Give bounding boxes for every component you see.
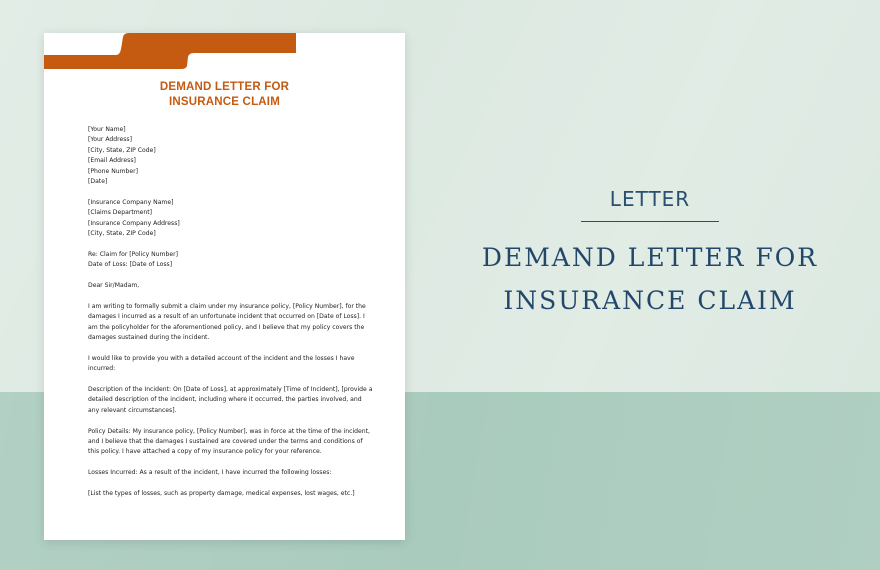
title-panel <box>480 185 820 322</box>
document-title-line1: DEMAND LETTER FOR <box>159 81 290 93</box>
main-heading-line1: DEMAND LETTER FOR <box>481 243 819 272</box>
sender-name: [Your Name] <box>88 126 126 133</box>
document-title <box>44 80 405 110</box>
paragraph-text: Policy Details: My insurance policy, [Policy Number], was in force at the time of the incident, and I believe that the damages I sustained are covered under the terms and conditions of this policy. I have attached a copy of my insurance policy for your reference. <box>88 427 370 456</box>
salutation-text: Dear Sir/Madam, <box>88 282 140 290</box>
sender-city: [City, State, ZIP Code] <box>88 146 156 154</box>
paragraph-intro <box>88 302 373 344</box>
sender-block <box>88 125 373 187</box>
sender-email: [Email Address] <box>88 157 136 165</box>
header-accent-bar <box>44 33 296 69</box>
paragraph-loss-list <box>88 489 373 499</box>
recipient-department: [Claims Department] <box>88 209 153 217</box>
reference-block <box>88 250 373 271</box>
paragraph-account <box>88 354 373 375</box>
paragraph-policy-details <box>88 427 373 458</box>
paragraph-losses <box>88 468 373 478</box>
salutation <box>88 281 373 291</box>
document-title-line2: INSURANCE CLAIM <box>169 96 280 108</box>
paragraph-description <box>88 385 373 416</box>
paragraph-text: Description of the Incident: On [Date of Loss], at approximately [Time of Incident], [provide a detailed description of the incident, including where it occurred, the parties involved, and any relevant circumstances]. <box>88 386 373 414</box>
sender-date: [Date] <box>88 178 108 186</box>
main-heading-line2: INSURANCE CLAIM <box>503 286 797 315</box>
recipient-address: [Insurance Company Address] <box>88 219 180 227</box>
divider-line <box>581 221 719 222</box>
recipient-block <box>88 198 373 240</box>
reference-claim: Re: Claim for [Policy Number] <box>88 250 178 258</box>
recipient-company: [Insurance Company Name] <box>88 198 174 206</box>
sender-address: [Your Address] <box>88 136 132 144</box>
paragraph-text: Losses Incurred: As a result of the incident, I have incurred the following losses: <box>88 469 332 477</box>
category-label: LETTER <box>609 187 691 211</box>
paragraph-text: I am writing to formally submit a claim under my insurance policy, [Policy Number], for the damages I incurred as a result of an unfortunate incident that occurred on [Date of Loss]. I am the policyholder for the aforementioned policy, and I believe that my policy covers the damages sustained during the incident. <box>88 302 366 342</box>
recipient-city: [City, State, ZIP Code] <box>88 230 156 238</box>
sender-phone: [Phone Number] <box>88 167 139 175</box>
letter-body <box>88 125 373 510</box>
paragraph-text: [List the types of losses, such as property damage, medical expenses, lost wages, etc.] <box>88 490 355 498</box>
paragraph-text: I would like to provide you with a detailed account of the incident and the losses I have incurred: <box>88 354 355 373</box>
letter-document <box>44 33 405 540</box>
main-heading <box>480 236 820 322</box>
reference-date-of-loss: Date of Loss: [Date of Loss] <box>88 261 173 269</box>
